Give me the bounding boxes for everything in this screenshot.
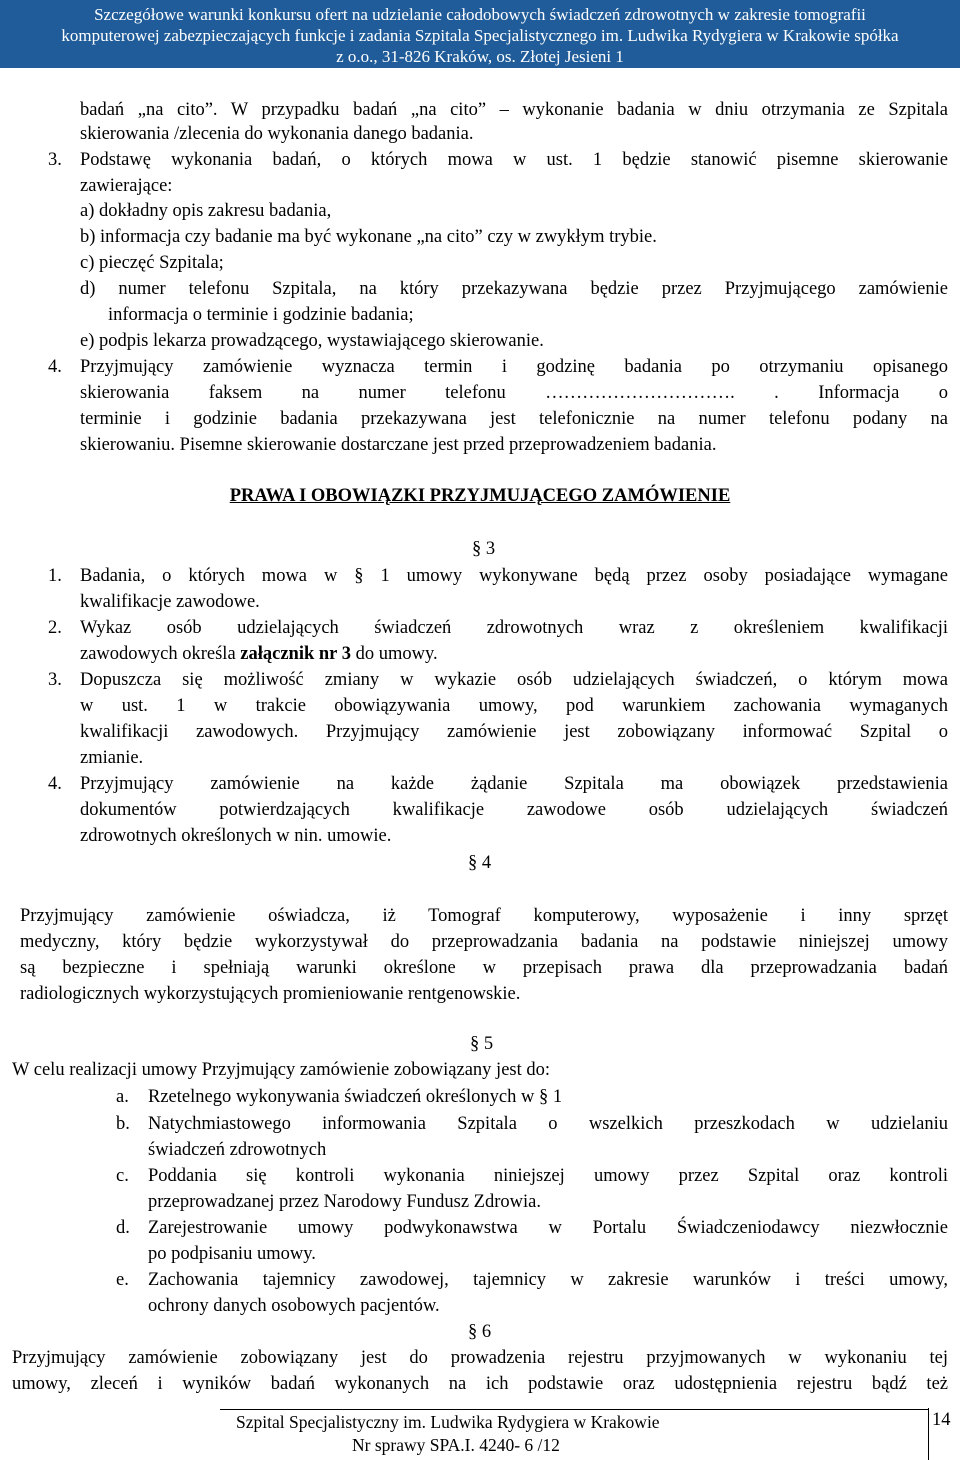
list-letter: d. — [116, 1218, 130, 1238]
section-heading: PRAWA I OBOWIĄZKI PRZYJMUJĄCEGO ZAMÓWIENIE — [229, 486, 731, 506]
header-line-2: komputerowej zabezpieczających funkcje i zadania Szpitala Specjalistycznego im. Ludwika Rydygiera w Krakowie spółka — [61, 26, 899, 45]
text-line: Badania, o których mowa w § 1 umowy wykonywane będą przez osoby posiadające wymagane — [80, 566, 948, 586]
text-line: informacja o terminie i godzinie badania; — [108, 305, 414, 325]
footer-hospital-name: Szpital Specjalistyczny im. Ludwika Rydygiera w Krakowie — [236, 1412, 660, 1432]
text-line: Poddania się kontroli wykonania niniejszej umowy przez Szpital oraz kontroli — [148, 1166, 948, 1186]
text-line: kwalifikacje zawodowe. — [80, 592, 260, 612]
document-header — [0, 0, 960, 68]
text-line: przeprowadzanej przez Narodowy Fundusz Zdrowia. — [148, 1192, 541, 1212]
list-number: 4. — [48, 774, 62, 794]
text-line: zdrowotnych określonych w nin. umowie. — [80, 826, 392, 846]
text-line: skierowaniu. Pisemne skierowanie dostarczane jest przed przeprowadzeniem badania. — [80, 435, 717, 455]
text-line: świadczeń zdrowotnych — [148, 1140, 327, 1160]
list-letter: a. — [116, 1087, 129, 1107]
text-line: Przyjmujący zamówienie oświadcza, iż Tomograf komputerowy, wyposażenie i inny sprzęt — [20, 906, 948, 926]
list-item: e) podpis lekarza prowadzącego, wystawiającego skierowanie. — [80, 331, 544, 351]
text-line: W celu realizacji umowy Przyjmujący zamówienie zobowiązany jest do: — [12, 1060, 551, 1080]
text-line: Dopuszcza się możliwość zmiany w wykazie osób udzielających świadczeń, o którym mowa — [80, 670, 948, 690]
list-number: 1. — [48, 566, 62, 586]
footer-divider — [220, 1409, 928, 1410]
list-item: b) informacja czy badanie ma być wykonane „na cito” czy w zwykłym trybie. — [80, 227, 657, 247]
list-item: c) pieczęć Szpitala; — [80, 253, 224, 273]
text-line: Przyjmujący zamówienie wyznacza termin i godzinę badania po otrzymaniu opisanego — [80, 357, 948, 377]
text-line: skierowania faksem na numer telefonu …………………………. . Informacja o — [80, 383, 948, 403]
text-line: radiologicznych wykorzystujących promieniowanie rentgenowskie. — [20, 984, 521, 1004]
text-line: po podpisaniu umowy. — [148, 1244, 316, 1264]
text-line: terminie i godzinie badania przekazywana jest telefonicznie na numer telefonu podany na — [80, 409, 948, 429]
list-letter: c. — [116, 1166, 129, 1186]
section-mark-5: § 5 — [470, 1034, 494, 1054]
list-letter: e. — [116, 1270, 129, 1290]
text-line: Natychmiastowego informowania Szpitala o wszelkich przeszkodach w udzielaniu — [148, 1114, 948, 1134]
text-line: zawierające: — [80, 176, 173, 196]
text-line: w ust. 1 w trakcie obowiązywania umowy, pod warunkiem zachowania wymaganych — [80, 696, 948, 716]
text-line: zmianie. — [80, 748, 144, 768]
text-line: skierowania /zlecenia do wykonania danego badania. — [80, 124, 474, 144]
text-line: Podstawę wykonania badań, o których mowa w ust. 1 będzie stanowić pisemne skierowanie — [80, 150, 948, 170]
list-number: 3. — [48, 150, 62, 170]
footer-case-number: Nr sprawy SPA.I. 4240- 6 /12 — [352, 1435, 560, 1455]
list-number: 3. — [48, 670, 62, 690]
text-line: Przyjmujący zamówienie na każde żądanie Szpitala ma obowiązek przedstawienia — [80, 774, 948, 794]
list-item: a) dokładny opis zakresu badania, — [80, 201, 332, 221]
text-line: Przyjmujący zamówienie zobowiązany jest do prowadzenia rejestru przyjmowanych w wykonaniu tej — [12, 1348, 948, 1368]
list-letter: b. — [116, 1114, 130, 1134]
text-line: Rzetelnego wykonywania świadczeń określonych w § 1 — [148, 1087, 563, 1107]
header-line-1: Szczegółowe warunki konkursu ofert na udzielanie całodobowych świadczeń zdrowotnych w zakresie tomografii — [94, 5, 866, 24]
text-line: Zachowania tajemnicy zawodowej, tajemnicy w zakresie warunków i treści umowy, — [148, 1270, 948, 1290]
list-number: 2. — [48, 618, 62, 638]
list-number: 4. — [48, 357, 62, 377]
section-mark-3: § 3 — [472, 539, 496, 559]
text-line: umowy, zleceń i wyników badań wykonanych na ich podstawie oraz udostępnienia rejestru bądź też — [12, 1374, 948, 1394]
section-mark-6: § 6 — [468, 1322, 492, 1342]
text-line: kwalifikacji zawodowych. Przyjmujący zamówienie jest zobowiązany informować Szpital o — [80, 722, 948, 742]
section-mark-4: § 4 — [468, 853, 492, 873]
list-item: d) numer telefonu Szpitala, na który przekazywana będzie przez Przyjmującego zamówienie — [80, 279, 948, 299]
text-line: Zarejestrowanie umowy podwykonawstwa w Portalu Świadczeniodawcy niezwłocznie — [148, 1218, 948, 1238]
text-line: medyczny, który będzie wykorzystywał do przeprowadzania badania na podstawie niniejszej umowy — [20, 932, 948, 952]
header-line-3: z o.o., 31-826 Kraków, os. Złotej Jesieni 1 — [336, 47, 624, 66]
text-line: ochrony danych osobowych pacjentów. — [148, 1296, 440, 1316]
text-line: badań „na cito”. W przypadku badań „na cito” – wykonanie badania w dniu otrzymania ze Szpitala — [80, 100, 948, 120]
text-line: dokumentów potwierdzających kwalifikacje zawodowe osób udzielających świadczeń — [80, 800, 948, 820]
text-span: zawodowych określa — [80, 644, 241, 664]
text-span: do umowy. — [350, 644, 438, 664]
page-number: 14 — [932, 1410, 951, 1430]
text-line: są bezpieczne i spełniają warunki określone w przepisach prawa dla przeprowadzania badań — [20, 958, 948, 978]
text-line: Wykaz osób udzielających świadczeń zdrowotnych wraz z określeniem kwalifikacji — [80, 618, 948, 638]
attachment-reference: załącznik nr 3 — [240, 644, 351, 664]
text-line — [80, 642, 438, 666]
